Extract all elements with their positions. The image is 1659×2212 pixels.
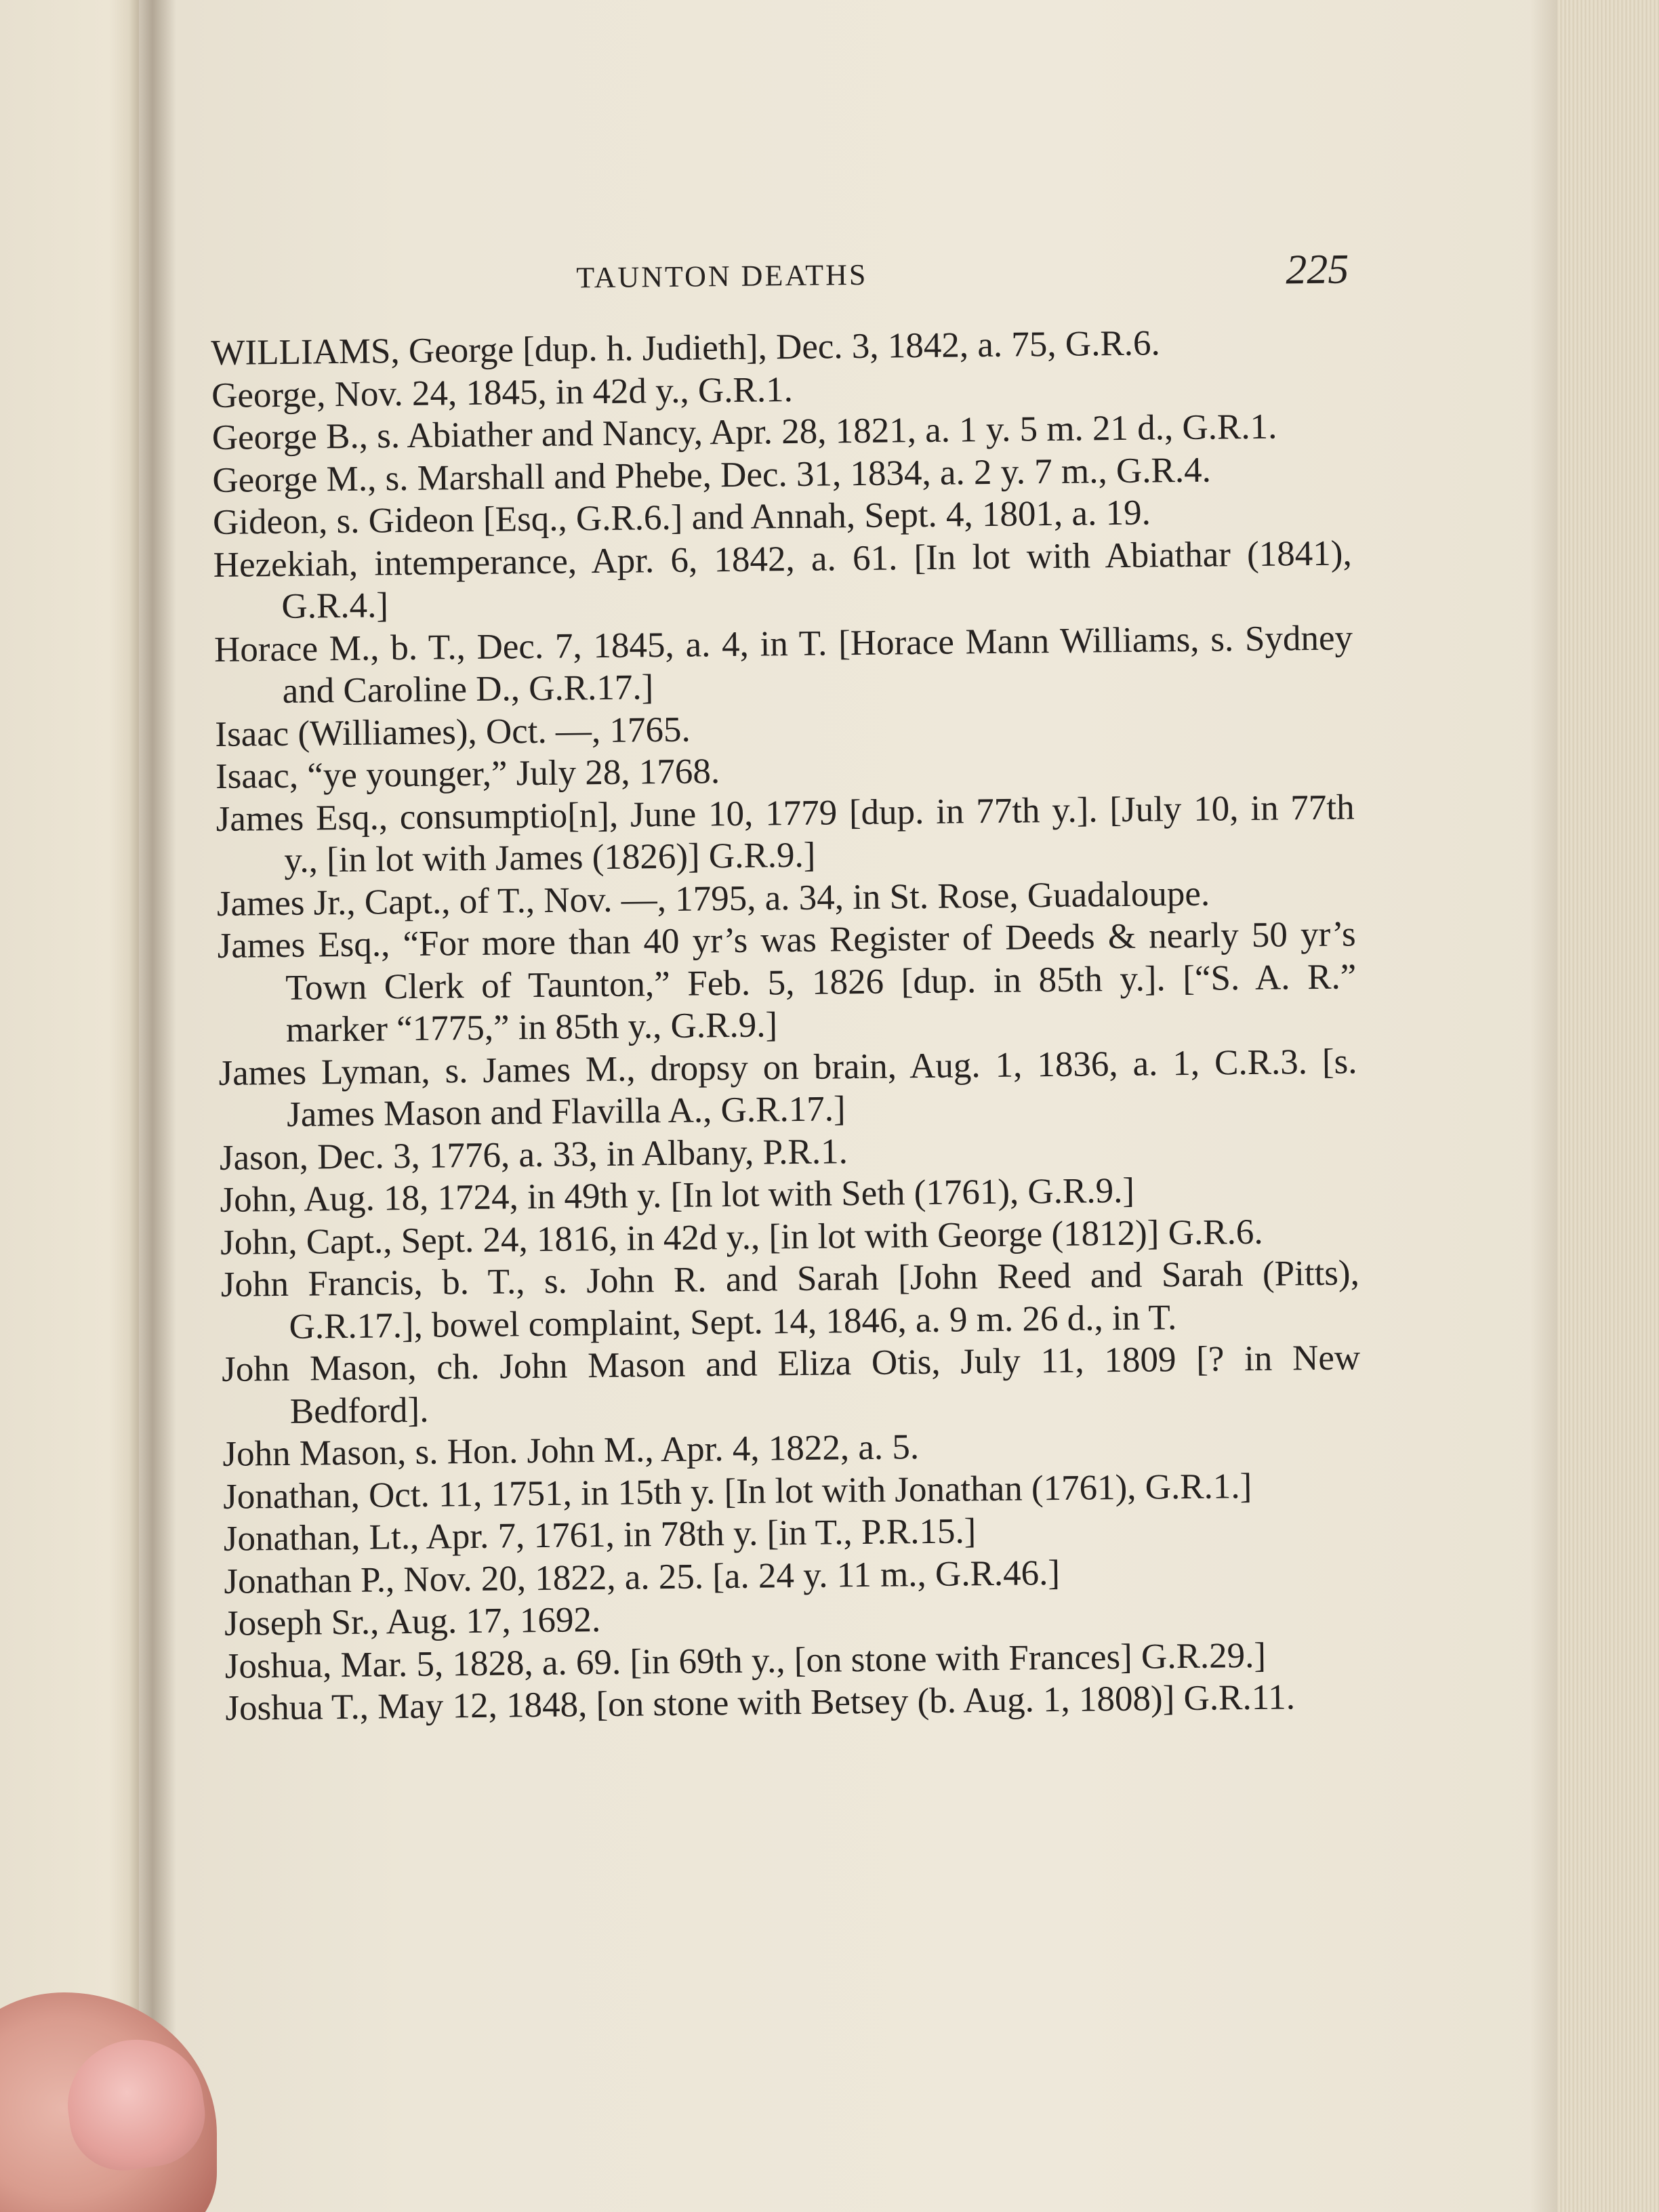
death-record: John Mason, s. Hon. John M., Apr. 4, 1822, a. 5. xyxy=(222,1427,920,1474)
death-record: George, Nov. 24, 1845, in 42d y., G.R.1. xyxy=(211,369,794,415)
death-record: Joseph Sr., Aug. 17, 1692. xyxy=(224,1600,601,1643)
death-record: James Lyman, s. James M., dropsy on brain, Aug. 1, 1836, a. 1, C.R.3. [s. James Mason and Flavilla A., G.R.17.] xyxy=(218,1041,1357,1134)
death-record: Isaac (Williames), Oct. —, 1765. xyxy=(215,710,691,754)
page-number: 225 xyxy=(1285,246,1349,293)
death-record: James Jr., Capt., of T., Nov. —, 1795, a. 34, in St. Rose, Guadaloupe. xyxy=(216,874,1210,924)
page-header xyxy=(210,245,1349,312)
running-head: TAUNTON DEATHS xyxy=(576,258,868,295)
text-block xyxy=(210,245,1366,1965)
death-record: James Esq., consumptio[n], June 10, 1779 [dup. in 77th y.]. [July 10, in 77th y., [in lot with James (1826)] G.R.9.] xyxy=(216,787,1355,880)
death-record: Isaac, “ye younger,” July 28, 1768. xyxy=(215,752,720,796)
death-record: Joshua T., May 12, 1848, [on stone with Betsey (b. Aug. 1, 1808)] G.R.11. xyxy=(225,1677,1296,1728)
death-record: Joshua, Mar. 5, 1828, a. 69. [in 69th y., [on stone with Frances] G.R.29.] xyxy=(224,1635,1267,1686)
death-record: John, Aug. 18, 1724, in 49th y. [In lot with Seth (1761), G.R.9.] xyxy=(220,1170,1135,1220)
death-record: John Francis, b. T., s. John R. and Sarah [John Reed and Sarah (Pitts), G.R.17.], bowel complaint, Sept. 14, 1846, a. 9 m. 26 d., in T. xyxy=(220,1253,1360,1347)
death-record: James Esq., “For more than 40 yr’s was Register of Deeds & nearly 50 yr’s Town Clerk of Taunton,” Feb. 5, 1826 [dup. in 85th y.]. [“S. A. R.” marker “1775,” in 85th y., G.R.9.] xyxy=(217,914,1357,1050)
death-record: WILLIAMS, George [dup. h. Judieth], Dec. 3, 1842, a. 75, G.R.6. xyxy=(211,323,1161,373)
death-record: John, Capt., Sept. 24, 1816, in 42d y., [in lot with George (1812)] G.R.6. xyxy=(220,1212,1263,1263)
death-record: John Mason, ch. John Mason and Eliza Otis, July 11, 1809 [? in New Bedford]. xyxy=(221,1338,1361,1431)
death-record: Jonathan, Lt., Apr. 7, 1761, in 78th y. [in T., P.R.15.] xyxy=(223,1511,977,1559)
page-edges xyxy=(1557,0,1659,2212)
death-record: George M., s. Marshall and Phebe, Dec. 31, 1834, a. 2 y. 7 m., G.R.4. xyxy=(212,450,1212,500)
book-gutter xyxy=(129,0,176,2212)
death-record: George B., s. Abiather and Nancy, Apr. 28, 1821, a. 1 y. 5 m. 21 d., G.R.1. xyxy=(211,407,1277,457)
death-records-list xyxy=(211,320,1364,1729)
page-edge-shadow xyxy=(1530,0,1557,2212)
death-record: Jason, Dec. 3, 1776, a. 33, in Albany, P.R.1. xyxy=(219,1131,848,1178)
death-record: Hezekiah, intemperance, Apr. 6, 1842, a. 61. [In lot with Abiathar (1841), G.R.4.] xyxy=(213,533,1352,626)
death-record: Horace M., b. T., Dec. 7, 1845, a. 4, in T. [Horace Mann Williams, s. Sydney and Caroline D., G.R.17.] xyxy=(213,617,1353,711)
death-record: Gideon, s. Gideon [Esq., G.R.6.] and Annah, Sept. 4, 1801, a. 19. xyxy=(212,493,1151,542)
death-record: Jonathan P., Nov. 20, 1822, a. 25. [a. 24 y. 11 m., G.R.46.] xyxy=(224,1553,1061,1601)
death-record: Jonathan, Oct. 11, 1751, in 15th y. [In lot with Jonathan (1761), G.R.1.] xyxy=(222,1466,1252,1517)
